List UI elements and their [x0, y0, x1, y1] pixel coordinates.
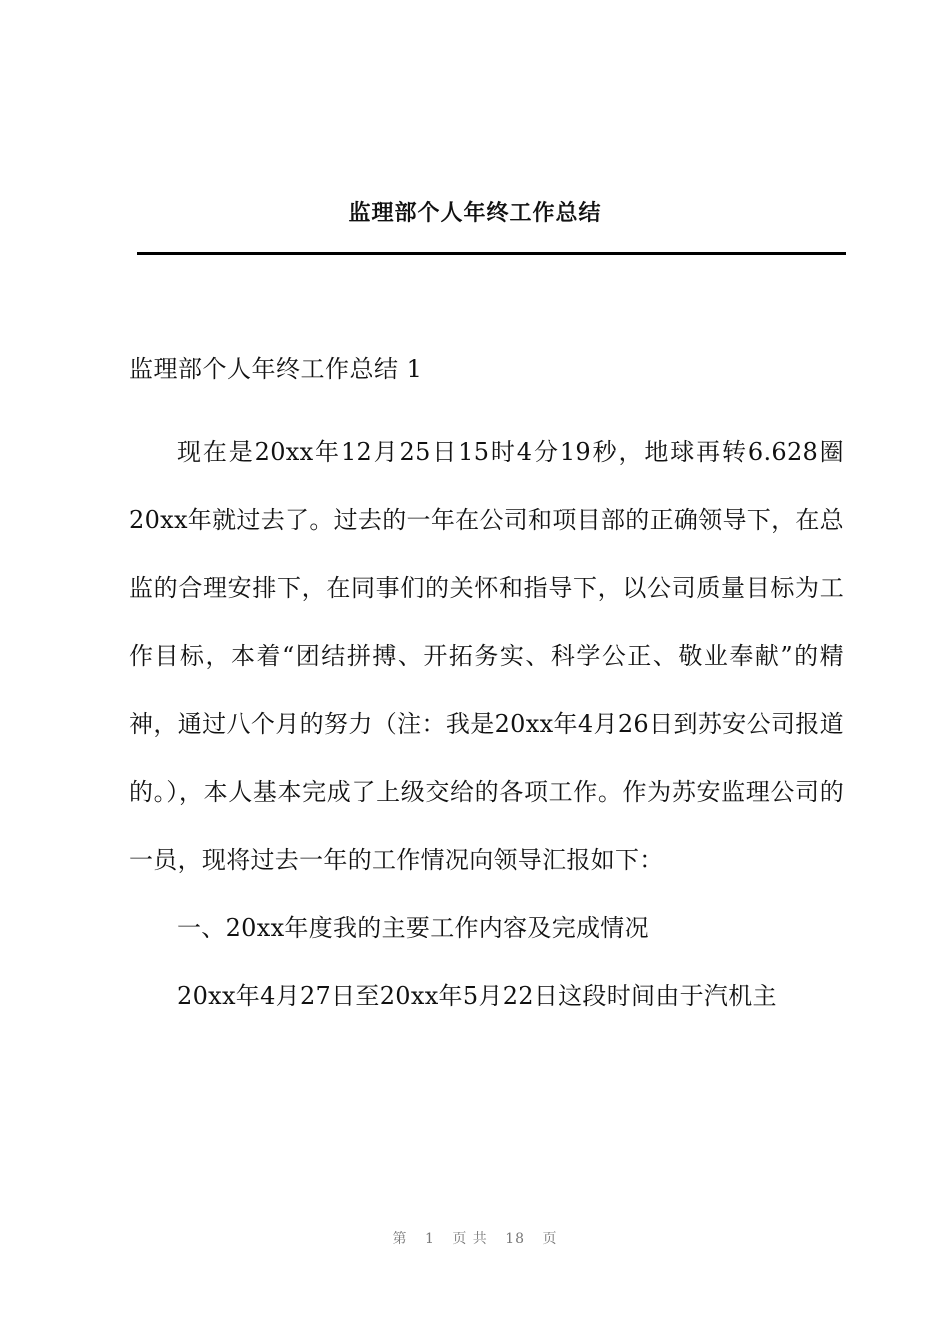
footer-label-page: 第: [392, 1231, 408, 1247]
footer-total-pages: 18: [505, 1231, 526, 1247]
footer-label-pages: 页: [542, 1231, 558, 1247]
page-footer: [0, 1228, 950, 1250]
body-paragraph: 现在是20xx年12月25日15时4分19秒，地球再转6.628圈20xx年就过去了。过去的一年在公司和项目部的正确领导下，在总监的合理安排下，在同事们的关怀和指导下，以公司质量目标为工作目标，本着“团结拼搏、开拓务实、科学公正、敬业奉献”的精神，通过八个月的努力（注：我是20xx年4月26日到苏安公司报道的。），本人基本完成了上级交给的各项工作。作为苏安监理公司的一员，现将过去一年的工作情况向领导汇报如下：: [129, 438, 844, 874]
body-paragraph: 20xx年4月27日至20xx年5月22日这段时间由于汽机主: [177, 982, 777, 1010]
title-divider: [137, 252, 846, 255]
section-heading: 监理部个人年终工作总结 1: [129, 355, 423, 383]
document-title: 监理部个人年终工作总结: [348, 201, 602, 226]
document-body: [129, 351, 844, 1030]
footer-label-of: 页 共: [452, 1231, 488, 1247]
body-paragraph: 一、20xx年度我的主要工作内容及完成情况: [177, 914, 649, 942]
footer-current-page: 1: [424, 1231, 435, 1247]
